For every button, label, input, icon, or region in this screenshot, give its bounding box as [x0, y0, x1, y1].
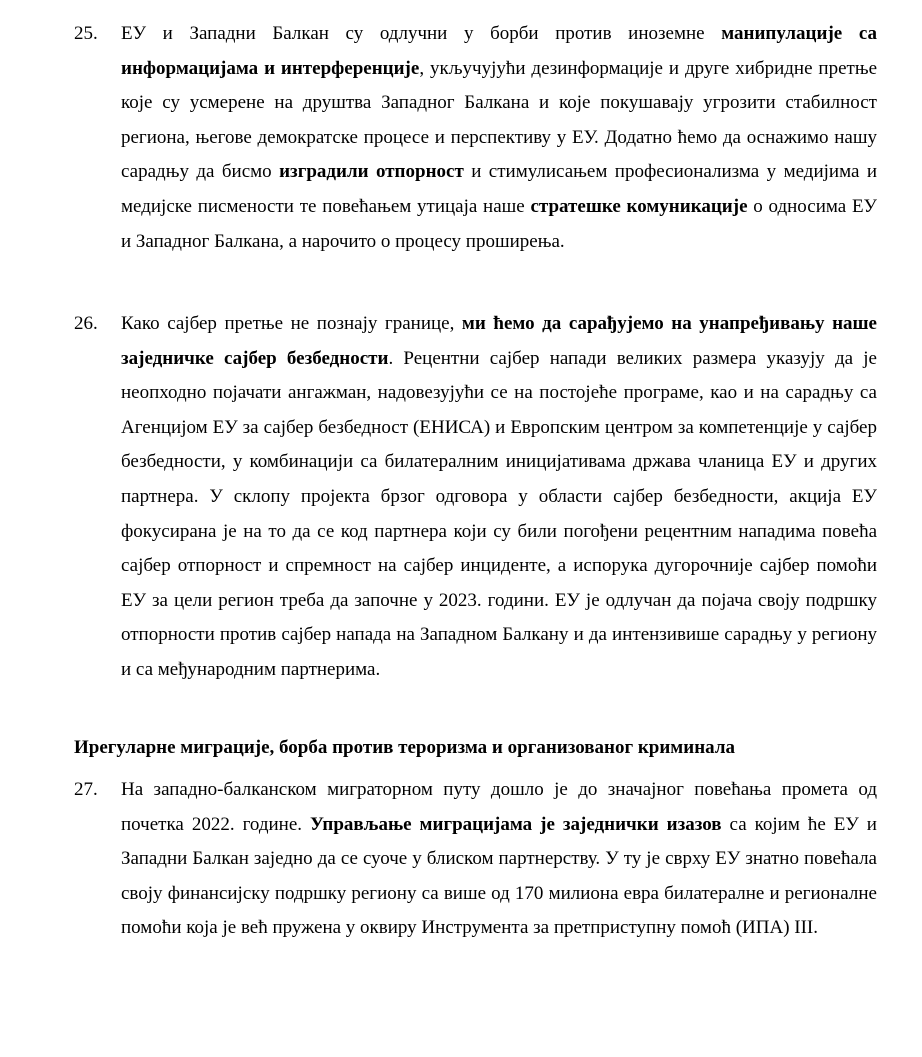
text-segment: , укључујући дезинформације и друге хибридне претње које су усмерене на друштва Западног Балкана и које покушавају угрозити стабилност региона, његове демократске процесе и перспективу у ЕУ. Додатно ћемо да оснажимо нашу сарадњу да бисмо	[121, 57, 877, 183]
paragraph-25	[74, 17, 877, 259]
paragraph-26	[74, 307, 877, 688]
text-segment: ЕУ и Западни Балкан су одлучни у борби против иноземне	[121, 23, 722, 44]
text-segment: и стимулисањем професионализма у медијима и медијске писмености те повећањем утицаја наше	[121, 161, 877, 217]
bold-text-segment: изградили отпорност	[279, 161, 464, 183]
bold-text-segment: манипулације са информацијама и интерференције	[121, 23, 877, 79]
paragraph-text	[121, 17, 877, 259]
bold-text-segment: Управљање миграцијама је заједнички изазов	[310, 813, 722, 835]
paragraph-number: 27.	[74, 779, 98, 800]
text-segment: Како сајбер претње не познају границе,	[121, 313, 462, 334]
bold-text-segment: ми ћемо да сарађујемо на унапређивању наше заједничке сајбер безбедности	[121, 313, 877, 369]
paragraph-number: 26.	[74, 313, 98, 334]
paragraph-27	[74, 773, 877, 946]
paragraph-text	[121, 773, 877, 946]
text-segment: са којим ће ЕУ и Западни Балкан заједно да се суоче у блиском партнерству. У ту је сврху ЕУ знатно повећала своју финансијску подршку региону са више од 170 милиона евра билатералне и регионалне помоћи која је већ пружена у оквиру Инструмента за претприступну помоћ (ИПА) III.	[121, 813, 877, 939]
text-segment: . Рецентни сајбер напади великих размера указују да је неопходно појачати ангажман, надовезујући се на постојеће програме, као и на сарадњу са Агенцијом ЕУ за сајбер безбедност (ЕНИСА) и Европским центром за компетенције у сајбер безбедности, у комбинацији са билатералним иницијативама држава чланица ЕУ и других партнера. У склопу пројекта брзог одговора у области сајбер безбедности, акција ЕУ фокусирана је на то да се код партнера који су били погођени рецентним нападима повећа сајбер отпорност и спремност на сајбер инциденте, а испорука дугорочније сајбер помоћи ЕУ за цели регион треба да започне у 2023. години. ЕУ је одлучан да појача своју подршку отпорности против сајбер напада на Западном Балкану и да интензивише сарадњу у региону и са међународним партнерима.	[121, 347, 877, 680]
paragraph-number: 25.	[74, 23, 98, 44]
bold-text-segment: стратешке комуникације	[530, 195, 748, 217]
paragraph-text	[121, 307, 877, 688]
text-segment: На западно-балканском миграторном путу дошло је до значајног повећања промета од почетка 2022. године.	[121, 779, 877, 835]
section-heading: Ирегуларне миграције, борба против тероризма и организованог криминала	[74, 737, 735, 758]
text-segment: о односима ЕУ и Западног Балкана, а нарочито о процесу проширења.	[121, 195, 878, 252]
